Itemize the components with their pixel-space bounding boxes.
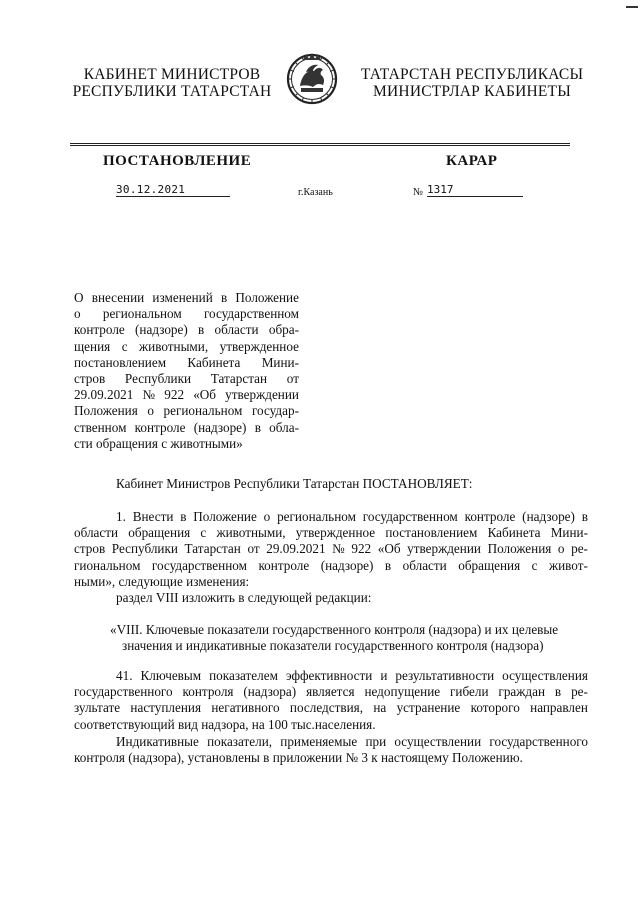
title-line: ственном контроле (надзоре) в обла- <box>74 419 299 435</box>
doc-number-sign: № <box>413 187 424 198</box>
paragraph-line: области обращения с животными, утвержденное постановлением Кабинета Мини- <box>74 525 588 541</box>
header-divider-thin <box>70 145 570 146</box>
doc-type-tt: КАРАР <box>446 153 498 169</box>
paragraph-line: стров Республики Татарстан от 29.09.2021 № 922 «Об утверждении Положения о ре- <box>74 541 588 557</box>
title-line: постановлением Кабинета Мини- <box>74 354 299 370</box>
header-divider <box>70 143 570 144</box>
title-line: О внесении изменений в Положение <box>74 290 299 305</box>
header-right-line: МИНИСТРЛАР КАБИНЕТЫ <box>373 83 571 100</box>
resolution-preamble: Кабинет Министров Республики Татарстан ПОСТАНОВЛЯЕТ: <box>116 476 473 491</box>
title-line: 29.09.2021 № 922 «Об утверждении <box>74 387 299 403</box>
section-heading-line: «VIII. Ключевые показатели государственного контроля (надзора) и их целевые <box>110 622 559 637</box>
title-line: Положения о региональном государ- <box>74 403 299 419</box>
doc-type-ru: ПОСТАНОВЛЕНИЕ <box>103 153 252 169</box>
header-left <box>58 66 286 100</box>
doc-date: 30.12.2021 <box>116 184 230 197</box>
title-line: стров Республики Татарстан от <box>74 371 299 387</box>
doc-city: г.Казань <box>298 187 333 198</box>
document-title <box>74 290 299 452</box>
title-line: щения с животными, утвержденное <box>74 338 299 354</box>
paragraph-2: раздел VIII изложить в следующей редакции: <box>116 590 372 605</box>
paragraph-line: гиональном государственном контроле (надзоре) в области обращения с живот- <box>74 557 588 573</box>
header-right-line: ТАТАРСТАН РЕСПУБЛИКАСЫ <box>360 66 584 83</box>
paragraph-line: государственного контроля (надзора) является недопущение гибели граждан в ре- <box>74 684 588 700</box>
title-line: сти обращения с животными» <box>74 435 243 451</box>
header-left-line: РЕСПУБЛИКИ ТАТАРСТАН <box>72 83 272 100</box>
paragraph-41 <box>74 668 588 733</box>
scan-artifact <box>626 6 638 8</box>
header-right <box>352 66 592 100</box>
paragraph-line: ными», следующие изменения: <box>74 573 250 589</box>
title-line: контроле (надзоре) в области обра- <box>74 322 299 338</box>
title-line: о региональном государственном <box>74 306 299 322</box>
paragraph-line: соответствующий вид надзора, на 100 тыс.населения. <box>74 716 376 732</box>
paragraph-line: зультате наступления негативного последствия, на устранение которого направлен <box>74 700 588 716</box>
section-heading <box>74 622 588 654</box>
section-heading-line: значения и индикативные показатели государственного контроля (надзора) <box>122 638 544 654</box>
paragraph-1 <box>74 509 588 590</box>
paragraph-42 <box>74 734 588 766</box>
paragraph-line: 1. Внести в Положение о региональном государственном контроле (надзоре) в <box>116 509 588 524</box>
paragraph-line: контроля (надзора), установлены в приложении № 3 к настоящему Положению. <box>74 750 523 766</box>
doc-number: 1317 <box>427 184 523 197</box>
paragraph-line: Индикативные показатели, применяемые при осуществлении государственного <box>116 734 588 749</box>
header-left-line: КАБИНЕТ МИНИСТРОВ <box>83 66 261 83</box>
coat-of-arms-icon <box>286 50 338 112</box>
paragraph-line: 41. Ключевым показателем эффективности и результативности осуществления <box>116 668 588 683</box>
